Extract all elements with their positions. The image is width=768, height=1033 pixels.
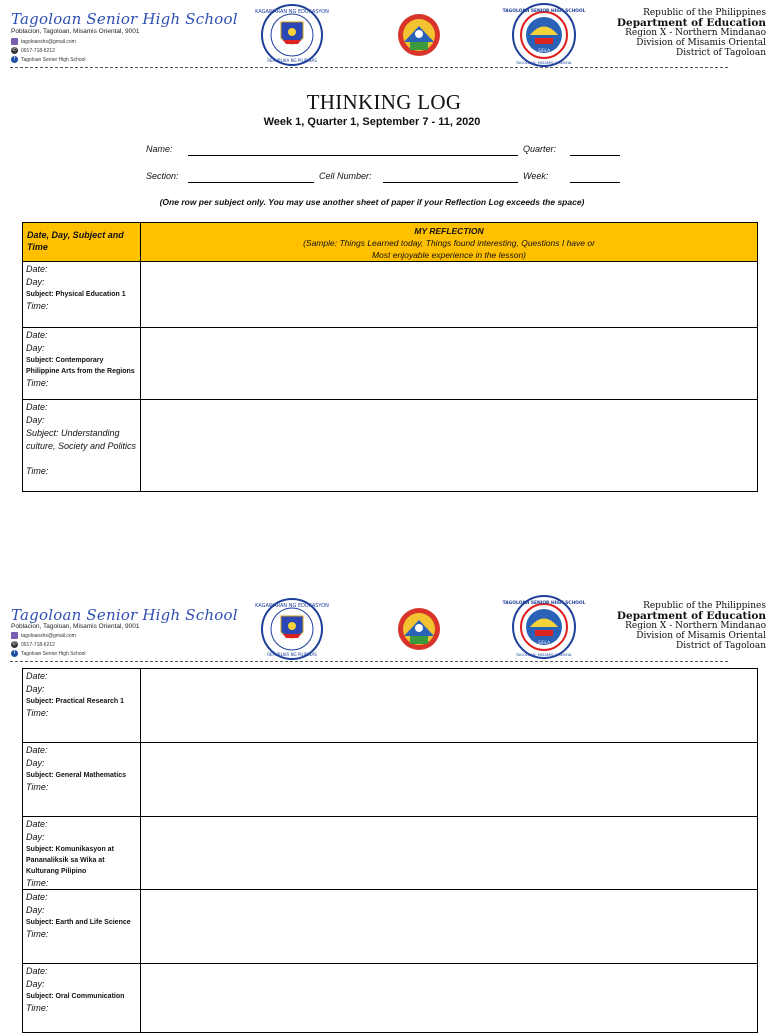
facebook-row: f Tagoloan Senior High School: [11, 56, 86, 63]
header-divider: [10, 661, 728, 662]
quarter-field[interactable]: [570, 155, 620, 156]
quarter-label: Quarter:: [523, 144, 557, 154]
school-address: Poblacion, Tagoloan, Misamis Oriental, 9001: [11, 623, 140, 630]
page-subtitle: Week 1, Quarter 1, September 7 - 11, 2020: [263, 116, 481, 128]
name-field[interactable]: [188, 155, 518, 156]
deped-seal-icon: [250, 598, 334, 660]
school-address: Poblacion, Tagoloan, Misamis Oriental, 9001: [11, 28, 140, 35]
mail-icon: [11, 38, 18, 45]
phone-row: ✆ 0917-718-6212: [12, 47, 55, 54]
facebook-icon: f: [11, 650, 18, 657]
table-row: Date: Day: Subject: Oral Communication Time:: [22, 963, 141, 1033]
instructions-note: (One row per subject only. You may use another sheet of paper if your Reflection Log exceeds the space): [159, 197, 585, 207]
table-row: Date: Day: Subject: Physical Education 1 Time:: [22, 261, 141, 328]
reflection-cell[interactable]: [140, 399, 758, 492]
name-label: Name:: [146, 144, 173, 154]
division-logo-icon: [396, 12, 442, 58]
table-row: Date: Day: Subject: Contemporary Philippine Arts from the Regions Time:: [22, 327, 141, 400]
reflection-cell[interactable]: [140, 963, 758, 1033]
section-label: Section:: [146, 171, 179, 181]
reflection-cell[interactable]: [140, 261, 758, 328]
svg-text:TAGOLOAN SENIOR HIGH SCHOOL: TAGOLOAN SENIOR HIGH SCHOOL: [502, 601, 586, 606]
svg-text:TAGOLOAN, MISAMIS ORIENTAL: TAGOLOAN, MISAMIS ORIENTAL: [515, 61, 573, 65]
reflection-cell[interactable]: [140, 668, 758, 743]
table-header-reflection-col: MY REFLECTION (Sample: Things Learned today, Things found interesting, Questions I have or Most enjoyable experience in the lesson): [140, 222, 758, 262]
cell-number-field[interactable]: [383, 182, 518, 183]
cell-number-label: Cell Number:: [319, 171, 372, 181]
page-title: THINKING LOG: [306, 90, 462, 114]
phone-row: ✆ 0917-718-6212: [12, 641, 55, 648]
table-row: Date: Day: Subject: General Mathematics Time:: [22, 742, 141, 817]
week-label: Week:: [523, 171, 549, 181]
table-row: Date: Day: Subject: Practical Research 1 Time:: [22, 668, 141, 743]
svg-text:KAGAWARAN NG EDUKASYON: KAGAWARAN NG EDUKASYON: [255, 603, 329, 609]
deped-seal-icon: [250, 4, 334, 66]
reflection-cell[interactable]: [140, 889, 758, 964]
svg-text:SIGLA: SIGLA: [538, 640, 550, 645]
table-row: Date: Day: Subject: Earth and Life Science Time:: [22, 889, 141, 964]
phone-icon: ✆: [12, 47, 17, 53]
svg-text:REPUBLIKA NG PILIPINAS: REPUBLIKA NG PILIPINAS: [267, 58, 317, 63]
table-row: Date: Day: Subject: Komunikasyon at Pananaliksik sa Wika at Kulturang Pilipino Time:: [22, 816, 141, 890]
svg-text:TAGOLOAN, MISAMIS ORIENTAL: TAGOLOAN, MISAMIS ORIENTAL: [515, 653, 573, 657]
email-row: tagoloanshs@gmail.com: [11, 38, 76, 45]
email-row: tagoloanshs@gmail.com: [11, 632, 76, 639]
svg-text:KAGAWARAN NG EDUKASYON: KAGAWARAN NG EDUKASYON: [255, 9, 329, 15]
deped-heading: Republic of the Philippines Department of Education Region X - Northern Mindanao Division of Misamis Oriental District of Tagoloan: [616, 601, 766, 651]
phone-icon: ✆: [12, 641, 17, 647]
school-seal-icon: [502, 2, 586, 68]
header-divider: [10, 67, 728, 68]
svg-text:REPUBLIKA NG PILIPINAS: REPUBLIKA NG PILIPINAS: [267, 652, 317, 657]
table-header-date-col: Date, Day, Subject and Time: [22, 222, 141, 262]
mail-icon: [11, 632, 18, 639]
school-seal-icon: [502, 594, 586, 660]
reflection-cell[interactable]: [140, 327, 758, 400]
week-field[interactable]: [570, 182, 620, 183]
table-row: Date: Day: Subject: Understanding culture, Society and Politics Time:: [22, 399, 141, 492]
section-field[interactable]: [188, 182, 314, 183]
svg-text:TAGOLOAN SENIOR HIGH SCHOOL: TAGOLOAN SENIOR HIGH SCHOOL: [502, 9, 586, 14]
school-name: Tagoloan Senior High School: [11, 10, 238, 28]
facebook-row: f Tagoloan Senior High School: [11, 650, 86, 657]
school-name: Tagoloan Senior High School: [11, 606, 238, 624]
svg-text:SIGLA: SIGLA: [538, 48, 550, 53]
division-logo-icon: [396, 606, 442, 652]
facebook-icon: f: [11, 56, 18, 63]
reflection-cell[interactable]: [140, 742, 758, 817]
deped-heading: Republic of the Philippines Department of Education Region X - Northern Mindanao Division of Misamis Oriental District of Tagoloan: [616, 8, 766, 58]
reflection-cell[interactable]: [140, 816, 758, 890]
